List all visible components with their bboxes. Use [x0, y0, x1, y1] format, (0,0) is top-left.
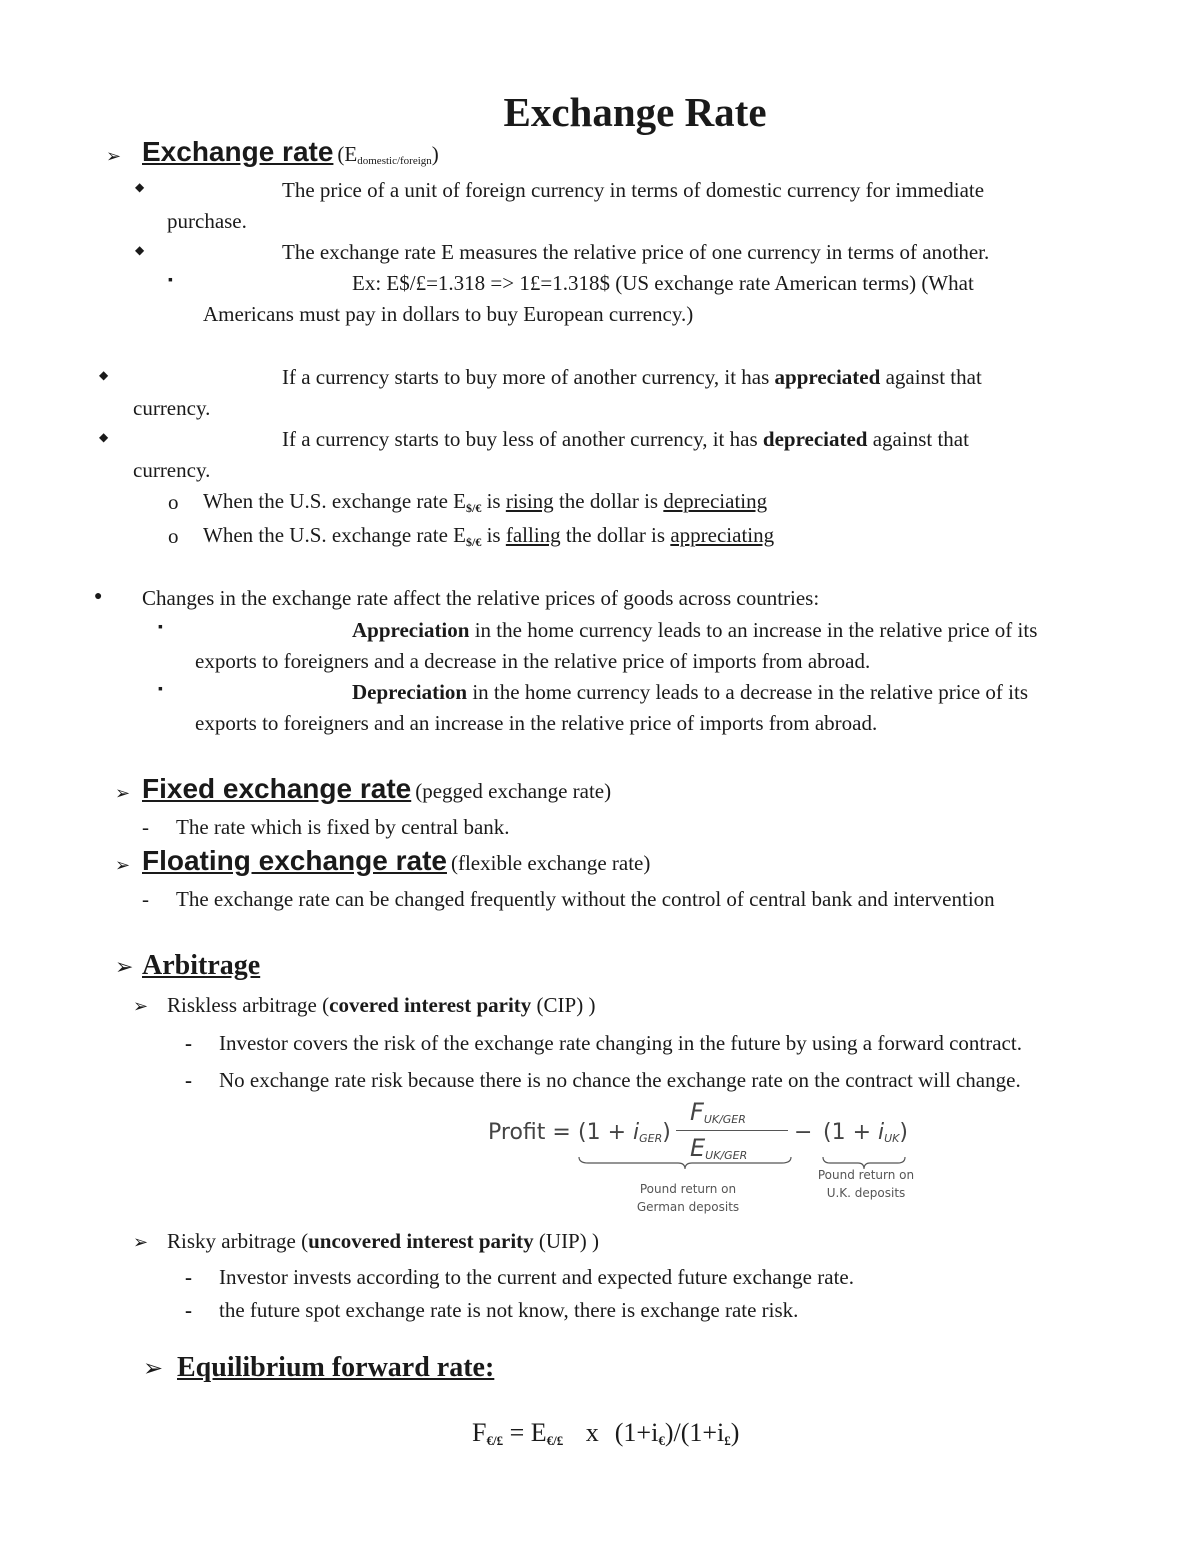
- square-bullet-icon: ▪: [158, 620, 163, 635]
- depreciation-line-1: Depreciation in the home currency leads to a decrease in the relative price of its: [352, 680, 1029, 704]
- fixed-rate-heading: Fixed exchange rate (pegged exchange rate): [142, 773, 612, 804]
- arrow-bullet-icon: ➢: [133, 1232, 149, 1252]
- arbitrage-heading: Arbitrage: [142, 950, 261, 981]
- relative-price-line: The exchange rate E measures the relative price of one currency in terms of another.: [282, 240, 990, 264]
- underbrace-german: [578, 1156, 793, 1170]
- appreciation-line-1: Appreciation in the home currency leads to an increase in the relative price of its: [352, 618, 1038, 642]
- appreciation-line-2: exports to foreigners and a decrease in the relative price of imports from abroad.: [195, 649, 871, 673]
- exchange-rate-heading: Exchange rate $(E_{domestic/foreign})$: [142, 136, 439, 167]
- pound-return-german-label: Pound return on German deposits: [636, 1182, 740, 1214]
- risky-item-1: Investor invests according to the current and expected future exchange rate.: [219, 1265, 854, 1289]
- formula-numerator: FUK/GER: [690, 1098, 746, 1126]
- diamond-bullet-icon: ◆: [99, 430, 109, 444]
- riskless-arbitrage-heading: Riskless arbitrage (covered interest parity (CIP) ): [167, 993, 596, 1017]
- floating-rate-heading: Floating exchange rate (flexible exchange rate): [142, 845, 651, 876]
- definition-line-2: purchase.: [167, 209, 247, 233]
- arrow-bullet-icon: ➢: [115, 855, 131, 875]
- formula-denominator: EUK/GER: [690, 1134, 748, 1162]
- riskless-item-1: Investor covers the risk of the exchange rate changing in the future by using a forward contract.: [219, 1031, 1022, 1055]
- forward-rate-formula: F€/£ = E€/£ x (1+i€)/(1+i£): [472, 1418, 740, 1448]
- depreciation-line-2: exports to foreigners and an increase in the relative price of imports from abroad.: [195, 711, 878, 735]
- dot-bullet-icon: ●: [94, 589, 103, 604]
- changes-intro: Changes in the exchange rate affect the relative prices of goods across countries:: [142, 586, 820, 610]
- formula-ger-term: (1 + iGER): [578, 1120, 671, 1145]
- circle-bullet-icon: o: [168, 524, 179, 548]
- appreciated-line-2: currency.: [133, 396, 211, 420]
- dash-bullet-icon: -: [185, 1298, 192, 1322]
- example-line-2: Americans must pay in dollars to buy European currency.): [203, 302, 694, 326]
- floating-rate-item: The exchange rate can be changed frequently without the control of central bank and intervention: [176, 887, 995, 911]
- example-line-1: Ex: E$/£=1.318 => 1£=1.318$ (US exchange rate American terms) (What: [352, 271, 974, 295]
- cip-profit-formula: Profit = (1 + iGER) FUK/GER EUK/GER − (1 + iUK) Pound return on German deposits Pound return on U.K. deposits: [488, 1098, 928, 1216]
- square-bullet-icon: ▪: [158, 682, 163, 697]
- definition-line-1: The price of a unit of foreign currency in terms of domestic currency for immediate: [282, 178, 985, 202]
- equilibrium-heading: Equilibrium forward rate:: [177, 1352, 495, 1383]
- arrow-bullet-icon: ➢: [106, 146, 122, 166]
- circle-bullet-icon: o: [168, 490, 179, 514]
- dash-bullet-icon: -: [142, 815, 149, 839]
- fixed-rate-item: The rate which is fixed by central bank.: [176, 815, 510, 839]
- depreciated-line-2: currency.: [133, 458, 211, 482]
- dash-bullet-icon: -: [185, 1031, 192, 1055]
- risky-item-2: the future spot exchange rate is not know, there is exchange rate risk.: [219, 1298, 799, 1322]
- arrow-bullet-icon: ➢: [115, 954, 134, 979]
- pound-return-uk-label: Pound return on U.K. deposits: [817, 1168, 915, 1200]
- riskless-item-2: No exchange rate risk because there is no chance the exchange rate on the contract will change.: [219, 1068, 1021, 1092]
- diamond-bullet-icon: ◆: [99, 368, 109, 382]
- fraction-bar: [676, 1130, 788, 1131]
- arrow-bullet-icon: ➢: [143, 1356, 164, 1382]
- risky-arbitrage-heading: Risky arbitrage (uncovered interest parity (UIP) ): [167, 1229, 599, 1253]
- dash-bullet-icon: -: [185, 1265, 192, 1289]
- arrow-bullet-icon: ➢: [115, 783, 131, 803]
- formula-uk-term: (1 + iUK): [823, 1120, 908, 1145]
- diamond-bullet-icon: ◆: [135, 180, 145, 194]
- diamond-bullet-icon: ◆: [135, 243, 145, 257]
- appreciated-line: If a currency starts to buy more of another currency, it has appreciated against that: [282, 365, 982, 389]
- falling-line: When the U.S. exchange rate E$/€ is falling the dollar is appreciating: [203, 523, 775, 549]
- depreciated-line: If a currency starts to buy less of another currency, it has depreciated against that: [282, 427, 969, 451]
- dash-bullet-icon: -: [142, 887, 149, 911]
- arrow-bullet-icon: ➢: [133, 996, 149, 1016]
- page-title: Exchange Rate: [503, 89, 767, 135]
- rising-line: When the U.S. exchange rate E$/€ is rising the dollar is depreciating: [203, 489, 768, 515]
- dash-bullet-icon: -: [185, 1068, 192, 1092]
- square-bullet-icon: ▪: [168, 273, 173, 288]
